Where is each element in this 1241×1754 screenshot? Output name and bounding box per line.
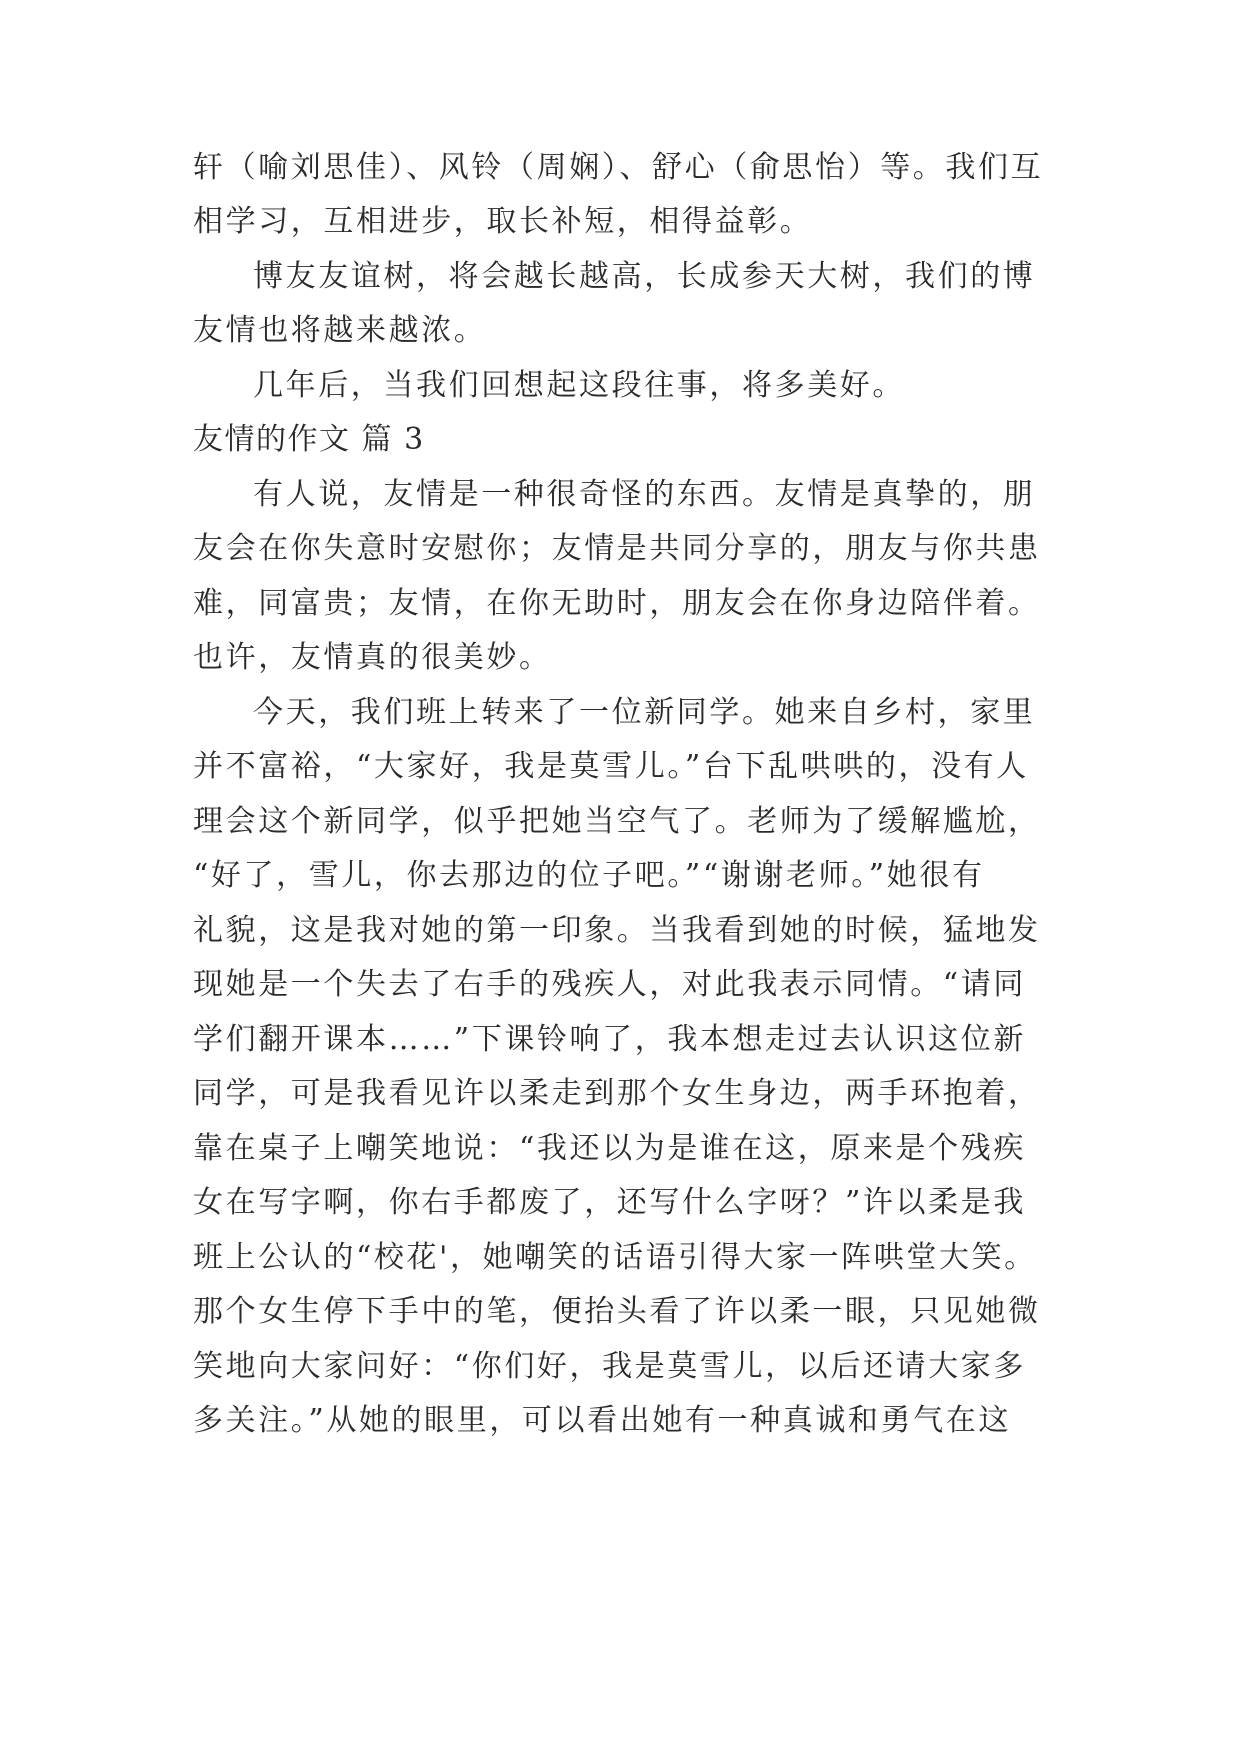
paragraph-line: 班上公认的“校花'，她嘲笑的话语引得大家一阵哄堂大笑。 [193, 1240, 1037, 1275]
paragraph-line: 也许，友情真的很美妙。 [193, 640, 552, 675]
section-heading: 友情的作文 篇 3 [193, 422, 425, 457]
paragraph-line: 女在写字啊，你右手都废了，还写什么字呀？”许以柔是我 [193, 1185, 1026, 1220]
paragraph-line: 难，同富贵；友情，在你无助时，朋友会在你身边陪伴着。 [193, 586, 1041, 621]
paragraph-line: 学们翻开课本……”下课铃响了，我本想走过去认识这位新 [193, 1022, 1026, 1057]
paragraph-line: 现她是一个失去了右手的残疾人，对此我表示同情。“请同 [193, 967, 1026, 1002]
paragraph-line: “好了，雪儿，你去那边的位子吧。”“谢谢老师。”她很有 [193, 858, 985, 893]
paragraph-line: 礼貌，这是我对她的第一印象。当我看到她的时候，猛地发 [193, 913, 1041, 948]
paragraph-line: 相学习，互相进步，取长补短，相得益彰。 [193, 204, 813, 239]
paragraph-line: 今天，我们班上转来了一位新同学。她来自乡村，家里 [253, 695, 1036, 730]
paragraph-line: 理会这个新同学，似乎把她当空气了。老师为了缓解尴尬， [193, 804, 1041, 839]
paragraph-line: 同学，可是我看见许以柔走到那个女生身边，两手环抱着， [193, 1076, 1041, 1111]
paragraph-line: 靠在桌子上嘲笑地说：“我还以为是谁在这，原来是个残疾 [193, 1131, 1026, 1166]
paragraph-line: 友情也将越来越浓。 [193, 313, 487, 348]
paragraph-line: 轩（喻刘思佳）、风铃（周娴）、舒心（俞思怡）等。我们互 [193, 150, 1044, 185]
paragraph-line: 博友友谊树，将会越长越高，长成参天大树，我们的博 [253, 259, 1036, 294]
paragraph-line: 并不富裕，“大家好，我是莫雪儿。”台下乱哄哄的，没有人 [193, 749, 1029, 784]
paragraph-line: 有人说，友情是一种很奇怪的东西。友情是真挚的，朋 [253, 477, 1036, 512]
paragraph-line: 那个女生停下手中的笔，便抬头看了许以柔一眼，只见她微 [193, 1294, 1041, 1329]
paragraph-line: 几年后，当我们回想起这段往事，将多美好。 [253, 368, 905, 403]
paragraph-line: 笑地向大家问好：“你们好，我是莫雪儿，以后还请大家多 [193, 1349, 1026, 1384]
paragraph-line: 多关注。”从她的眼里，可以看出她有一种真诚和勇气在这 [193, 1403, 1011, 1438]
paragraph-line: 友会在你失意时安慰你；友情是共同分享的，朋友与你共患 [193, 531, 1041, 566]
